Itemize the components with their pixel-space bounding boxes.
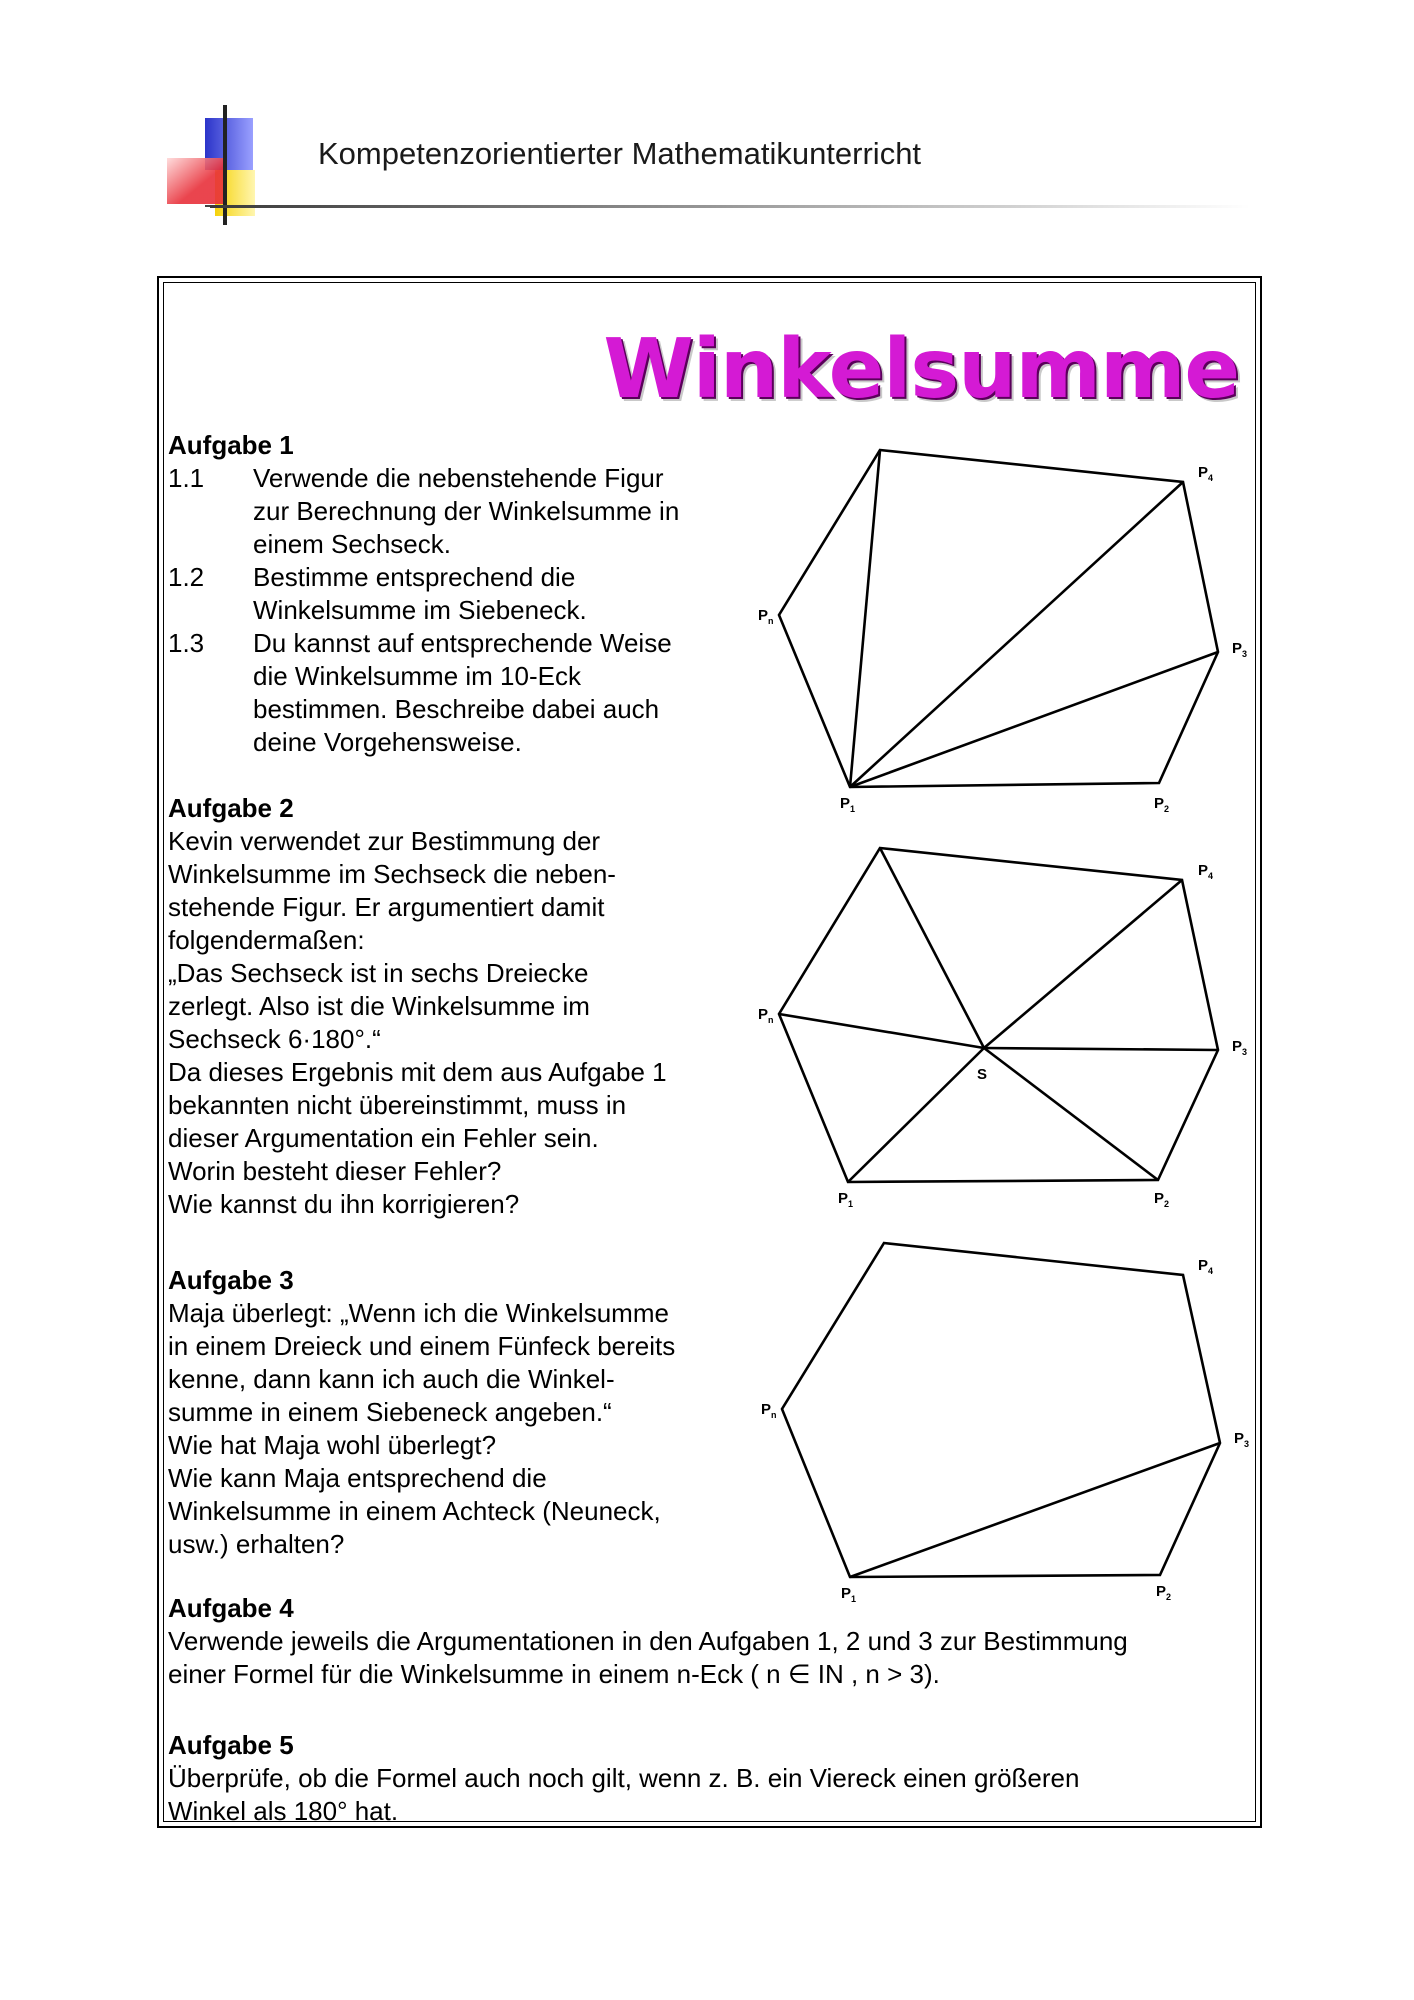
text-line: Wie kann Maja entsprechend die	[168, 1463, 547, 1493]
item-text-line: Verwende die nebenstehende Figur	[253, 463, 664, 493]
text-line: Da dieses Ergebnis mit dem aus Aufgabe 1	[168, 1057, 667, 1087]
text-line: Überprüfe, ob die Formel auch noch gilt, wenn z. B. ein Viereck einen größeren	[168, 1763, 1080, 1793]
vertex-label-p4: $P_4$	[1198, 862, 1214, 881]
aufgabe-5-heading: Aufgabe 5	[168, 1730, 294, 1760]
vertex-label-pn: $P_n$	[758, 607, 774, 626]
vertex-label-p2: $P_2$	[1156, 1583, 1172, 1602]
text-line: folgendermaßen:	[168, 925, 365, 955]
header-divider	[210, 205, 1250, 208]
aufgabe-4-heading: Aufgabe 4	[168, 1593, 294, 1623]
text-line: kenne, dann kann ich auch die Winkel-	[168, 1364, 615, 1394]
item-number: 1.3	[168, 628, 205, 658]
text-line: Winkelsumme im Sechseck die neben-	[168, 859, 616, 889]
text-line: bekannten nicht übereinstimmt, muss in	[168, 1090, 627, 1120]
vertex-label-p1: $P_1$	[838, 1190, 854, 1209]
text-line: Sechseck 6·180°.“	[168, 1024, 381, 1054]
figure-hexagon-split	[740, 1225, 1260, 1625]
aufgabe-3-text	[168, 1297, 675, 1561]
text-line: Kevin verwendet zur Bestimmung der	[168, 826, 601, 856]
text-line: Wie hat Maja wohl überlegt?	[168, 1430, 497, 1460]
page-title: Winkelsumme	[603, 322, 1239, 417]
aufgabe-1-item-3	[168, 627, 728, 759]
hexagon-outline	[779, 450, 1218, 787]
hexagon-outline	[779, 848, 1218, 1182]
item-number: 1.1	[168, 463, 205, 493]
spoke-line	[848, 1048, 984, 1182]
vertex-label-p1: $P_1$	[840, 795, 856, 814]
spoke-line	[779, 1014, 984, 1048]
text-line: Maja überlegt: „Wenn ich die Winkelsumme	[168, 1298, 669, 1328]
diagonal-line	[850, 482, 1183, 787]
vertex-label-p4: $P_4$	[1198, 1257, 1214, 1276]
text-line: „Das Sechseck ist in sechs Dreiecke	[168, 958, 589, 988]
text-line: zerlegt. Also ist die Winkelsumme im	[168, 991, 590, 1021]
logo-icon	[165, 100, 295, 230]
diagonal-line	[850, 450, 880, 787]
item-number: 1.2	[168, 562, 205, 592]
header-title: Kompetenzorientierter Mathematikunterricht	[318, 136, 922, 171]
aufgabe-1-item-2	[168, 561, 728, 627]
aufgabe-4-text	[168, 1625, 1128, 1691]
item-text-line: bestimmen. Beschreibe dabei auch	[253, 694, 660, 724]
item-text-line: Winkelsumme im Siebeneck.	[253, 595, 587, 625]
item-text-line: Bestimme entsprechend die	[253, 562, 576, 592]
figure-hexagon-fan	[740, 430, 1260, 830]
hexagon-outline	[782, 1243, 1220, 1577]
figure-hexagon-center	[740, 830, 1260, 1230]
diagonal-line	[850, 1443, 1220, 1577]
item-text-line: zur Berechnung der Winkelsumme in	[253, 496, 680, 526]
spoke-line	[984, 1048, 1158, 1180]
diagonal-line	[850, 652, 1218, 787]
aufgabe-2-heading: Aufgabe 2	[168, 793, 294, 823]
text-line: in einem Dreieck und einem Fünfeck bereits	[168, 1331, 676, 1361]
vertex-label-pn: $P_n$	[758, 1006, 774, 1025]
text-line: usw.) erhalten?	[168, 1529, 345, 1559]
aufgabe-1-item-1	[168, 462, 728, 561]
item-text-line: deine Vorgehensweise.	[253, 727, 522, 757]
aufgabe-1-heading: Aufgabe 1	[168, 430, 294, 460]
center-label-s: S	[977, 1066, 988, 1083]
spoke-line	[984, 880, 1182, 1048]
vertex-label-p3: $P_3$	[1234, 1430, 1250, 1449]
vertex-label-pn: $P_n$	[761, 1401, 777, 1420]
aufgabe-2-text	[168, 825, 667, 1221]
text-line: Wie kannst du ihn korrigieren?	[168, 1189, 520, 1219]
text-line: Winkel als 180° hat.	[168, 1796, 399, 1826]
text-line: stehende Figur. Er argumentiert damit	[168, 892, 605, 922]
aufgabe-3-heading: Aufgabe 3	[168, 1265, 294, 1295]
text-line: einer Formel für die Winkelsumme in einem n-Eck ( n ∈ IN , n > 3).	[168, 1659, 940, 1689]
item-text-line: Du kannst auf entsprechende Weise	[253, 628, 672, 658]
item-text-line: einem Sechseck.	[253, 529, 451, 559]
vertex-label-p1: $P_1$	[841, 1585, 857, 1604]
spoke-line	[984, 1048, 1218, 1050]
text-line: Winkelsumme in einem Achteck (Neuneck,	[168, 1496, 661, 1526]
vertex-label-p4: $P_4$	[1198, 464, 1214, 483]
vertex-label-p3: $P_3$	[1232, 640, 1248, 659]
item-text-line: die Winkelsumme im 10-Eck	[253, 661, 581, 691]
vertex-label-p2: $P_2$	[1154, 795, 1170, 814]
text-line: summe in einem Siebeneck angeben.“	[168, 1397, 612, 1427]
vertex-label-p2: $P_2$	[1154, 1190, 1170, 1209]
text-line: dieser Argumentation ein Fehler sein.	[168, 1123, 599, 1153]
aufgabe-5-text	[168, 1762, 1079, 1828]
text-line: Worin besteht dieser Fehler?	[168, 1156, 502, 1186]
text-line: Verwende jeweils die Argumentationen in den Aufgaben 1, 2 und 3 zur Bestimmung	[168, 1626, 1128, 1656]
vertex-label-p3: $P_3$	[1232, 1038, 1248, 1057]
spoke-line	[880, 848, 984, 1048]
